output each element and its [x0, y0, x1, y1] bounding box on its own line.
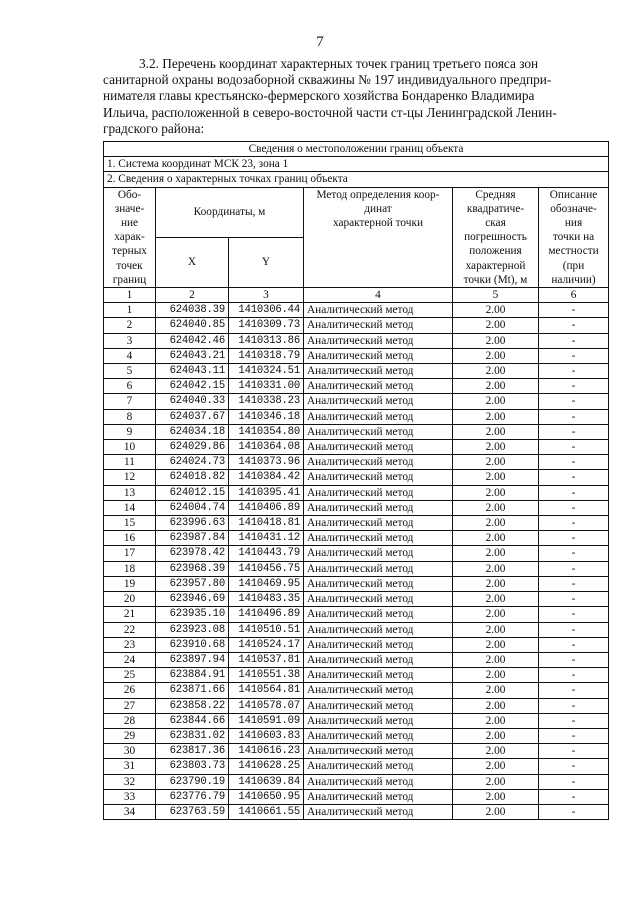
description-cell: -	[539, 561, 609, 576]
description-cell: -	[539, 546, 609, 561]
coordinates-table	[103, 141, 609, 820]
error-cell: 2.00	[453, 424, 539, 439]
x-coordinate: 623978.42	[156, 546, 229, 561]
point-number: 30	[104, 744, 156, 759]
description-cell: -	[539, 804, 609, 819]
heading-line: градского района:	[103, 120, 205, 136]
description-cell: -	[539, 516, 609, 531]
x-coordinate: 623803.73	[156, 759, 229, 774]
method-cell: Аналитический метод	[304, 364, 453, 379]
error-cell: 2.00	[453, 744, 539, 759]
error-cell: 2.00	[453, 652, 539, 667]
points-caption: 2. Сведения о характерных точках границ объекта	[104, 172, 609, 187]
method-cell: Аналитический метод	[304, 348, 453, 363]
description-header: Описание обозначе- ния точки на местности (при наличии)	[539, 187, 609, 287]
method-cell: Аналитический метод	[304, 622, 453, 637]
point-number: 19	[104, 576, 156, 591]
y-coordinate: 1410384.42	[229, 470, 304, 485]
x-header: X	[156, 237, 229, 287]
y-coordinate: 1410431.12	[229, 531, 304, 546]
x-coordinate: 624040.33	[156, 394, 229, 409]
point-number: 10	[104, 440, 156, 455]
heading-line: Ильича, расположенной в северо-восточной части ст-цы Ленинградской Ленин-	[103, 104, 557, 120]
error-cell: 2.00	[453, 333, 539, 348]
table-row	[104, 440, 609, 455]
method-cell: Аналитический метод	[304, 409, 453, 424]
table-row	[104, 531, 609, 546]
description-cell: -	[539, 348, 609, 363]
error-cell: 2.00	[453, 318, 539, 333]
description-cell: -	[539, 607, 609, 622]
y-coordinate: 1410591.09	[229, 713, 304, 728]
table-row	[104, 409, 609, 424]
y-coordinate: 1410564.81	[229, 683, 304, 698]
y-coordinate: 1410496.89	[229, 607, 304, 622]
error-cell: 2.00	[453, 713, 539, 728]
x-coordinate: 623817.36	[156, 744, 229, 759]
table-row	[104, 394, 609, 409]
x-coordinate: 624042.15	[156, 379, 229, 394]
point-number: 13	[104, 485, 156, 500]
table-row	[104, 516, 609, 531]
coordinate-system-row	[104, 157, 609, 172]
y-coordinate: 1410331.00	[229, 379, 304, 394]
y-coordinate: 1410661.55	[229, 804, 304, 819]
table-row	[104, 744, 609, 759]
description-cell: -	[539, 637, 609, 652]
table-row	[104, 683, 609, 698]
point-number: 31	[104, 759, 156, 774]
error-cell: 2.00	[453, 364, 539, 379]
point-number: 29	[104, 728, 156, 743]
error-cell: 2.00	[453, 303, 539, 318]
x-coordinate: 623946.69	[156, 592, 229, 607]
y-coordinate: 1410443.79	[229, 546, 304, 561]
x-coordinate: 624034.18	[156, 424, 229, 439]
point-number: 9	[104, 424, 156, 439]
method-cell: Аналитический метод	[304, 637, 453, 652]
x-coordinate: 624018.82	[156, 470, 229, 485]
section-heading	[103, 56, 621, 137]
x-coordinate: 624043.21	[156, 348, 229, 363]
y-coordinate: 1410483.35	[229, 592, 304, 607]
x-coordinate: 623987.84	[156, 531, 229, 546]
x-coordinate: 623844.66	[156, 713, 229, 728]
table-row	[104, 592, 609, 607]
y-coordinate: 1410395.41	[229, 485, 304, 500]
description-cell: -	[539, 698, 609, 713]
point-number: 21	[104, 607, 156, 622]
table-row	[104, 774, 609, 789]
table-row	[104, 318, 609, 333]
point-number: 12	[104, 470, 156, 485]
method-header: Метод определения коор- динат характерной точки	[304, 187, 453, 287]
x-coordinate: 623776.79	[156, 789, 229, 804]
description-cell: -	[539, 455, 609, 470]
error-cell: 2.00	[453, 728, 539, 743]
point-number: 1	[104, 303, 156, 318]
description-cell: -	[539, 774, 609, 789]
point-number: 18	[104, 561, 156, 576]
table-row	[104, 789, 609, 804]
header-row	[104, 187, 609, 237]
method-cell: Аналитический метод	[304, 318, 453, 333]
method-cell: Аналитический метод	[304, 804, 453, 819]
y-coordinate: 1410469.95	[229, 576, 304, 591]
method-cell: Аналитический метод	[304, 607, 453, 622]
point-number: 4	[104, 348, 156, 363]
error-cell: 2.00	[453, 531, 539, 546]
description-cell: -	[539, 500, 609, 515]
table-row	[104, 713, 609, 728]
method-cell: Аналитический метод	[304, 440, 453, 455]
y-coordinate: 1410324.51	[229, 364, 304, 379]
method-cell: Аналитический метод	[304, 546, 453, 561]
x-coordinate: 623968.39	[156, 561, 229, 576]
error-cell: 2.00	[453, 470, 539, 485]
error-cell: 2.00	[453, 394, 539, 409]
point-number: 24	[104, 652, 156, 667]
error-cell: 2.00	[453, 409, 539, 424]
y-coordinate: 1410354.80	[229, 424, 304, 439]
point-number: 5	[104, 364, 156, 379]
point-number: 28	[104, 713, 156, 728]
method-cell: Аналитический метод	[304, 500, 453, 515]
table-row	[104, 500, 609, 515]
error-cell: 2.00	[453, 516, 539, 531]
x-coordinate: 623996.63	[156, 516, 229, 531]
error-cell: 2.00	[453, 804, 539, 819]
y-coordinate: 1410603.83	[229, 728, 304, 743]
error-cell: 2.00	[453, 379, 539, 394]
description-cell: -	[539, 394, 609, 409]
error-cell: 2.00	[453, 698, 539, 713]
x-coordinate: 624004.74	[156, 500, 229, 515]
method-cell: Аналитический метод	[304, 789, 453, 804]
x-coordinate: 623831.02	[156, 728, 229, 743]
method-cell: Аналитический метод	[304, 379, 453, 394]
table-row	[104, 455, 609, 470]
point-number: 7	[104, 394, 156, 409]
point-number: 27	[104, 698, 156, 713]
x-coordinate: 623897.94	[156, 652, 229, 667]
description-cell: -	[539, 303, 609, 318]
page-number: 7	[316, 34, 324, 50]
method-cell: Аналитический метод	[304, 652, 453, 667]
description-cell: -	[539, 485, 609, 500]
point-number: 14	[104, 500, 156, 515]
column-numbers-row	[104, 288, 609, 303]
y-coordinate: 1410406.89	[229, 500, 304, 515]
table-row	[104, 546, 609, 561]
error-cell: 2.00	[453, 592, 539, 607]
description-cell: -	[539, 333, 609, 348]
table-row	[104, 333, 609, 348]
description-cell: -	[539, 759, 609, 774]
table-row	[104, 576, 609, 591]
y-coordinate: 1410510.51	[229, 622, 304, 637]
heading-line: 3.2. Перечень координат характерных точек границ третьего пояса зон	[139, 56, 539, 71]
y-coordinate: 1410551.38	[229, 668, 304, 683]
table-row	[104, 364, 609, 379]
error-cell: 2.00	[453, 348, 539, 363]
table-title: Сведения о местоположении границ объекта	[104, 142, 609, 157]
table-row	[104, 470, 609, 485]
coordinates-header: Координаты, м	[156, 187, 304, 237]
point-number: 26	[104, 683, 156, 698]
point-number: 15	[104, 516, 156, 531]
table-row	[104, 652, 609, 667]
error-cell: 2.00	[453, 576, 539, 591]
table-row	[104, 804, 609, 819]
table-row	[104, 485, 609, 500]
x-coordinate: 624043.11	[156, 364, 229, 379]
description-cell: -	[539, 713, 609, 728]
error-cell: 2.00	[453, 759, 539, 774]
heading-line: санитарной охраны водозаборной скважины № 197 индивидуального предпри-	[103, 72, 552, 88]
table-row	[104, 759, 609, 774]
method-cell: Аналитический метод	[304, 516, 453, 531]
x-coordinate: 623871.66	[156, 683, 229, 698]
error-cell: 2.00	[453, 683, 539, 698]
method-cell: Аналитический метод	[304, 455, 453, 470]
description-cell: -	[539, 789, 609, 804]
description-cell: -	[539, 668, 609, 683]
table-row	[104, 303, 609, 318]
point-number: 25	[104, 668, 156, 683]
error-cell: 2.00	[453, 485, 539, 500]
y-coordinate: 1410628.25	[229, 759, 304, 774]
table-row	[104, 622, 609, 637]
y-coordinate: 1410616.23	[229, 744, 304, 759]
method-cell: Аналитический метод	[304, 561, 453, 576]
method-cell: Аналитический метод	[304, 531, 453, 546]
method-cell: Аналитический метод	[304, 698, 453, 713]
y-header: Y	[229, 237, 304, 287]
y-coordinate: 1410456.75	[229, 561, 304, 576]
description-cell: -	[539, 440, 609, 455]
y-coordinate: 1410537.81	[229, 652, 304, 667]
table-row	[104, 607, 609, 622]
table-row	[104, 728, 609, 743]
y-coordinate: 1410373.96	[229, 455, 304, 470]
table-row	[104, 379, 609, 394]
y-coordinate: 1410309.73	[229, 318, 304, 333]
x-coordinate: 624038.39	[156, 303, 229, 318]
point-number: 33	[104, 789, 156, 804]
x-coordinate: 624024.73	[156, 455, 229, 470]
error-cell: 2.00	[453, 455, 539, 470]
description-cell: -	[539, 318, 609, 333]
description-cell: -	[539, 683, 609, 698]
error-cell: 2.00	[453, 774, 539, 789]
point-number: 20	[104, 592, 156, 607]
point-number: 11	[104, 455, 156, 470]
method-cell: Аналитический метод	[304, 744, 453, 759]
table-row	[104, 637, 609, 652]
error-header: Средняя квадратиче- ская погрешность положения характерной точки (Mt), м	[453, 187, 539, 287]
heading-line: нимателя главы крестьянско-фермерского хозяйства Бондаренко Владимира	[103, 88, 535, 104]
y-coordinate: 1410346.18	[229, 409, 304, 424]
method-cell: Аналитический метод	[304, 394, 453, 409]
y-coordinate: 1410524.17	[229, 637, 304, 652]
description-cell: -	[539, 424, 609, 439]
x-coordinate: 623957.80	[156, 576, 229, 591]
method-cell: Аналитический метод	[304, 303, 453, 318]
point-number: 17	[104, 546, 156, 561]
table-row	[104, 348, 609, 363]
x-coordinate: 623923.08	[156, 622, 229, 637]
x-coordinate: 623858.22	[156, 698, 229, 713]
y-coordinate: 1410578.07	[229, 698, 304, 713]
description-cell: -	[539, 592, 609, 607]
description-cell: -	[539, 364, 609, 379]
points-caption-row	[104, 172, 609, 187]
method-cell: Аналитический метод	[304, 774, 453, 789]
error-cell: 2.00	[453, 561, 539, 576]
point-number: 3	[104, 333, 156, 348]
y-coordinate: 1410313.86	[229, 333, 304, 348]
y-coordinate: 1410338.23	[229, 394, 304, 409]
column-number: 3	[229, 288, 304, 303]
point-number: 2	[104, 318, 156, 333]
table-row	[104, 698, 609, 713]
method-cell: Аналитический метод	[304, 424, 453, 439]
column-number: 5	[453, 288, 539, 303]
point-number: 32	[104, 774, 156, 789]
table-row	[104, 424, 609, 439]
error-cell: 2.00	[453, 546, 539, 561]
error-cell: 2.00	[453, 440, 539, 455]
error-cell: 2.00	[453, 789, 539, 804]
x-coordinate: 624037.67	[156, 409, 229, 424]
y-coordinate: 1410639.84	[229, 774, 304, 789]
column-number: 4	[304, 288, 453, 303]
point-number: 6	[104, 379, 156, 394]
point-number: 8	[104, 409, 156, 424]
x-coordinate: 623790.19	[156, 774, 229, 789]
description-cell: -	[539, 379, 609, 394]
error-cell: 2.00	[453, 622, 539, 637]
error-cell: 2.00	[453, 607, 539, 622]
point-designation-header: Обо- значе- ние харак- терных точек границ	[104, 187, 156, 287]
description-cell: -	[539, 622, 609, 637]
description-cell: -	[539, 470, 609, 485]
y-coordinate: 1410364.08	[229, 440, 304, 455]
table-row	[104, 668, 609, 683]
x-coordinate: 623763.59	[156, 804, 229, 819]
method-cell: Аналитический метод	[304, 470, 453, 485]
x-coordinate: 623910.68	[156, 637, 229, 652]
error-cell: 2.00	[453, 637, 539, 652]
y-coordinate: 1410650.95	[229, 789, 304, 804]
method-cell: Аналитический метод	[304, 668, 453, 683]
y-coordinate: 1410418.81	[229, 516, 304, 531]
y-coordinate: 1410318.79	[229, 348, 304, 363]
error-cell: 2.00	[453, 500, 539, 515]
method-cell: Аналитический метод	[304, 485, 453, 500]
description-cell: -	[539, 409, 609, 424]
method-cell: Аналитический метод	[304, 683, 453, 698]
x-coordinate: 624012.15	[156, 485, 229, 500]
table-row	[104, 561, 609, 576]
description-cell: -	[539, 728, 609, 743]
column-number: 6	[539, 288, 609, 303]
point-number: 34	[104, 804, 156, 819]
x-coordinate: 623884.91	[156, 668, 229, 683]
table-title-row	[104, 142, 609, 157]
description-cell: -	[539, 531, 609, 546]
description-cell: -	[539, 576, 609, 591]
x-coordinate: 623935.10	[156, 607, 229, 622]
y-coordinate: 1410306.44	[229, 303, 304, 318]
method-cell: Аналитический метод	[304, 759, 453, 774]
method-cell: Аналитический метод	[304, 713, 453, 728]
x-coordinate: 624029.86	[156, 440, 229, 455]
description-cell: -	[539, 744, 609, 759]
method-cell: Аналитический метод	[304, 576, 453, 591]
x-coordinate: 624040.85	[156, 318, 229, 333]
column-number: 2	[156, 288, 229, 303]
description-cell: -	[539, 652, 609, 667]
x-coordinate: 624042.46	[156, 333, 229, 348]
point-number: 22	[104, 622, 156, 637]
method-cell: Аналитический метод	[304, 728, 453, 743]
error-cell: 2.00	[453, 668, 539, 683]
point-number: 23	[104, 637, 156, 652]
coordinate-system: 1. Система координат МСК 23, зона 1	[104, 157, 609, 172]
point-number: 16	[104, 531, 156, 546]
column-number: 1	[104, 288, 156, 303]
method-cell: Аналитический метод	[304, 333, 453, 348]
method-cell: Аналитический метод	[304, 592, 453, 607]
